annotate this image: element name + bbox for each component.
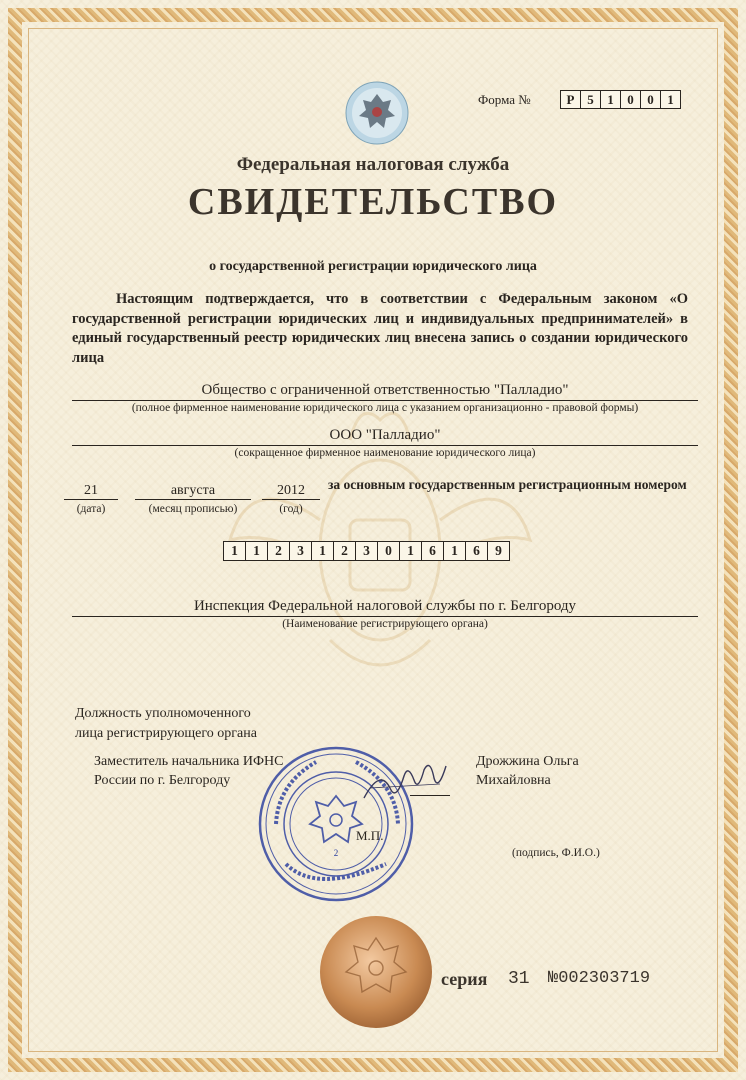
form-label: Форма №	[478, 92, 531, 107]
ogrn-digit: 2	[267, 541, 290, 561]
series-number: 31	[508, 969, 530, 989]
hologram-seal-icon	[318, 914, 434, 1030]
registration-day: 21	[64, 483, 118, 500]
company-short-name-caption: (сокращенное фирменное наименование юридического лица)	[234, 447, 536, 459]
form-code-cell: 0	[620, 90, 641, 109]
ogrn-digit: 3	[355, 541, 378, 561]
statement-paragraph: Настоящим подтверждается, что в соответствии с Федеральным законом «О государственной регистрации юридических лиц и индивидуальных предпринимателей» в единый государственный реестр юридических лиц внесена запись о создании юридического лица	[72, 291, 688, 366]
ogrn-digit: 6	[421, 541, 444, 561]
coat-of-arms-icon	[344, 80, 410, 146]
form-code-cell: 1	[600, 90, 621, 109]
form-code	[560, 90, 680, 109]
signature-icon	[360, 758, 450, 806]
series-label: серия	[441, 969, 488, 989]
ogrn-digit: 1	[399, 541, 422, 561]
ogrn-digit: 1	[443, 541, 466, 561]
ogrn-digit: 6	[465, 541, 488, 561]
signature-line	[410, 795, 450, 796]
svg-text:2: 2	[333, 848, 339, 858]
ogrn-digit: 1	[245, 541, 268, 561]
serial-number: №002303719	[548, 969, 651, 988]
signer-name-line: Дрожжина Ольга	[476, 754, 579, 769]
ogrn-text: за основным государственным регистрационным номером	[328, 477, 687, 492]
form-code-cell: 0	[640, 90, 661, 109]
position-label	[75, 704, 257, 744]
document-title: СВИДЕТЕЛЬСТВО	[187, 181, 559, 223]
ogrn-digit: 0	[377, 541, 400, 561]
form-code-cell: 1	[660, 90, 681, 109]
agency-name: Федеральная налоговая служба	[236, 154, 510, 175]
position-label-line: Должность уполномоченного	[75, 706, 251, 721]
company-short-name: ООО "Палладио"	[72, 427, 698, 446]
ogrn-number	[223, 541, 509, 561]
document-subtitle: о государственной регистрации юридического лица	[209, 259, 537, 274]
signer-position-line: России по г. Белгороду	[94, 773, 231, 788]
ogrn-digit: 3	[289, 541, 312, 561]
authority-name-caption: (Наименование регистрирующего органа)	[282, 618, 488, 630]
ogrn-digit: 2	[333, 541, 356, 561]
registration-day-caption: (дата)	[76, 503, 106, 515]
signer-position-line: Заместитель начальника ИФНС	[94, 754, 284, 769]
registration-month-caption: (месяц прописью)	[148, 503, 238, 515]
form-code-cell: Р	[560, 90, 581, 109]
registration-month: августа	[135, 483, 251, 500]
ogrn-digit: 1	[311, 541, 334, 561]
signer-name-line: Михайловна	[476, 773, 551, 788]
authority-name: Инспекция Федеральной налоговой службы по г. Белгороду	[72, 598, 698, 617]
registration-year: 2012	[262, 483, 320, 500]
company-full-name-caption: (полное фирменное наименование юридического лица с указанием организационно - правовой формы)	[131, 402, 639, 414]
ogrn-digit: 1	[223, 541, 246, 561]
position-label-line: лица регистрирующего органа	[75, 726, 257, 741]
signature-caption: (подпись, Ф.И.О.)	[512, 847, 600, 859]
signer-name	[476, 752, 579, 790]
mp-label: М.П.	[356, 828, 384, 843]
company-full-name: Общество с ограниченной ответственностью "Палладио"	[72, 382, 698, 401]
form-code-cell: 5	[580, 90, 601, 109]
ogrn-digit: 9	[487, 541, 510, 561]
registration-year-caption: (год)	[279, 503, 303, 515]
